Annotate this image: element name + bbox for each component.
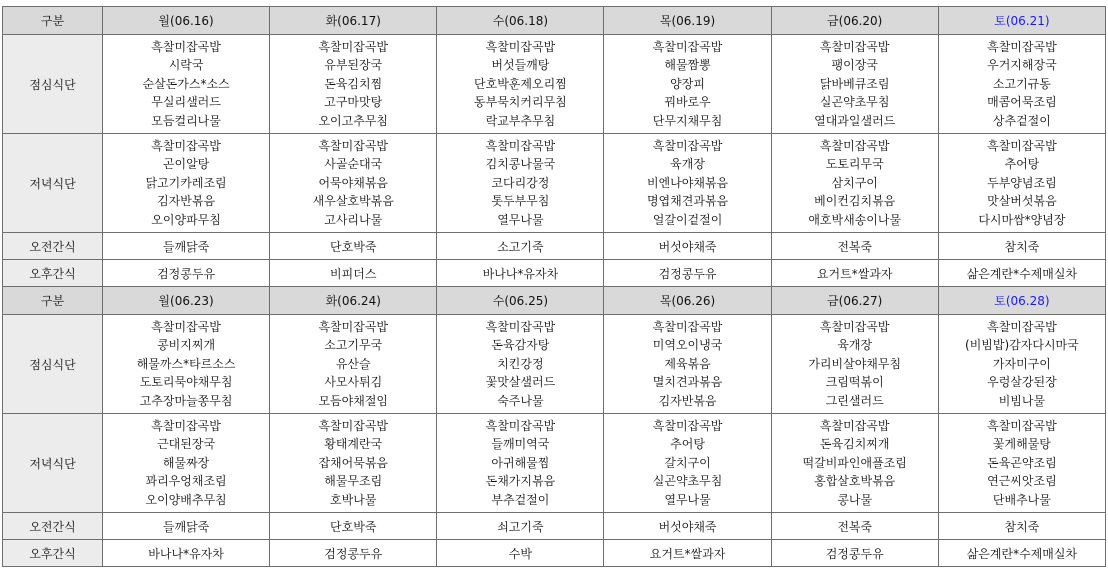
menu-item: 흑찰미잡곡밥 <box>652 138 723 153</box>
afternoon-snack-row <box>3 260 1106 287</box>
menu-item: 어묵야채볶음 <box>318 175 389 190</box>
menu-item: 돈채가지볶음 <box>485 474 556 489</box>
afternoon-snack-cell-tue: 비피더스 <box>270 260 437 287</box>
menu-item: 톳두부무침 <box>491 194 550 209</box>
menu-item: 사골순대국 <box>324 157 383 172</box>
menu-item: 콩비지찌개 <box>157 338 216 353</box>
menu-item: 돈육김치찜 <box>324 76 383 91</box>
menu-item: 베이컨김치볶음 <box>814 194 896 209</box>
lunch-cell-wed <box>437 315 604 414</box>
menu-item: 들깨미역국 <box>491 437 550 452</box>
menu-item: 흑찰미잡곡밥 <box>987 138 1057 153</box>
day-header-sat: 토(06.28) <box>938 287 1105 315</box>
afternoon-snack-label-cell: 오후간식 <box>3 260 103 287</box>
menu-item: 호박나물 <box>330 492 377 507</box>
menu-item: 돈육김치찌개 <box>819 437 890 452</box>
menu-item: 흑찰미잡곡밥 <box>652 39 723 54</box>
lunch-label-cell: 점심식단 <box>3 315 103 414</box>
menu-item: 돈육감자탕 <box>491 338 550 353</box>
menu-item: 흑찰미잡곡밥 <box>318 418 389 433</box>
week-header-row <box>3 7 1106 35</box>
menu-item: 흑찰미잡곡밥 <box>987 319 1057 334</box>
menu-item: 사모사튀김 <box>324 375 383 390</box>
menu-item: 소고기무국 <box>324 338 383 353</box>
afternoon-snack-cell-tue: 검정콩두유 <box>270 540 437 567</box>
menu-item: 꿔바로우 <box>664 95 711 110</box>
dinner-cell-fri <box>771 134 938 233</box>
menu-item: 맛살버섯볶음 <box>987 194 1057 209</box>
menu-item: 도토리묵야채무침 <box>139 375 233 390</box>
menu-item: (비빔밥)감자다시마국 <box>965 338 1079 353</box>
dinner-cell-wed <box>437 414 604 513</box>
lunch-row <box>3 35 1106 134</box>
day-header-fri: 금(06.27) <box>771 287 938 315</box>
morning-snack-row <box>3 513 1106 540</box>
afternoon-snack-cell-wed: 수박 <box>437 540 604 567</box>
menu-item: 양장피 <box>670 76 705 91</box>
menu-item: 가자미구이 <box>992 356 1051 371</box>
lunch-cell-mon <box>103 35 270 134</box>
dinner-cell-mon <box>103 134 270 233</box>
menu-item: 오이고추무침 <box>318 113 389 128</box>
menu-item: 새우살호박볶음 <box>312 194 394 209</box>
menu-item: 오이양배추무침 <box>145 492 227 507</box>
menu-item: 얼갈이겉절이 <box>652 212 723 227</box>
menu-item: 비빔나물 <box>998 393 1046 408</box>
lunch-cell-sat <box>938 315 1105 414</box>
menu-item: 애호박새송이나물 <box>808 212 902 227</box>
lunch-cell-mon <box>103 315 270 414</box>
lunch-cell-fri <box>771 315 938 414</box>
menu-item: 아귀해물찜 <box>491 455 550 470</box>
menu-item: 흑찰미잡곡밥 <box>485 319 556 334</box>
menu-item: 실곤약초무침 <box>652 474 723 489</box>
menu-item: 흑찰미잡곡밥 <box>151 418 221 433</box>
menu-item: 삼치구이 <box>831 175 878 190</box>
morning-snack-cell-sat: 참치죽 <box>938 513 1105 540</box>
day-header-thu: 목(06.19) <box>604 7 771 35</box>
menu-item: 그린샐러드 <box>825 393 884 408</box>
menu-item: 근대된장국 <box>157 437 216 452</box>
morning-snack-row <box>3 233 1106 260</box>
menu-item: 실곤약초무침 <box>819 95 890 110</box>
afternoon-snack-cell-thu: 검정콩두유 <box>604 260 771 287</box>
afternoon-snack-row <box>3 540 1106 567</box>
menu-item: 순살돈가스*소스 <box>142 76 230 91</box>
lunch-cell-wed <box>437 35 604 134</box>
menu-item: 모듬야채절임 <box>318 393 389 408</box>
lunch-cell-thu <box>604 315 771 414</box>
morning-snack-cell-fri: 전복죽 <box>771 513 938 540</box>
lunch-row <box>3 315 1106 414</box>
menu-item: 제육볶음 <box>664 356 711 371</box>
menu-item: 흑찰미잡곡밥 <box>987 418 1057 433</box>
menu-item: 팽이장국 <box>831 58 878 73</box>
menu-item: 육개장 <box>837 338 873 353</box>
menu-item: 고구마맛탕 <box>324 95 383 110</box>
menu-item: 김자반볶음 <box>157 194 216 209</box>
dinner-row <box>3 414 1106 513</box>
meal-schedule-body <box>3 7 1106 567</box>
menu-item: 모듬컬리나물 <box>151 113 221 128</box>
menu-item: 멸치견과볶음 <box>652 375 723 390</box>
menu-item: 흑찰미잡곡밥 <box>652 319 723 334</box>
day-header-tue: 화(06.24) <box>270 287 437 315</box>
day-header-fri: 금(06.20) <box>771 7 938 35</box>
menu-item: 고추장마늘쫑무침 <box>139 393 233 408</box>
morning-snack-cell-wed: 쇠고기죽 <box>437 513 604 540</box>
menu-item: 해물짜장 <box>162 455 210 470</box>
menu-item: 오이양파무침 <box>151 212 221 227</box>
afternoon-snack-cell-mon: 검정콩두유 <box>103 260 270 287</box>
morning-snack-cell-thu: 버섯야채죽 <box>604 513 771 540</box>
menu-item: 흑찰미잡곡밥 <box>819 319 890 334</box>
menu-item: 열대과일샐러드 <box>814 113 896 128</box>
lunch-label-cell: 점심식단 <box>3 35 103 134</box>
menu-item: 홍합살호박볶음 <box>814 474 896 489</box>
menu-item: 꽃게해물탕 <box>992 437 1051 452</box>
morning-snack-cell-tue: 단호박죽 <box>270 233 437 260</box>
dinner-cell-thu <box>604 134 771 233</box>
day-header-mon: 월(06.16) <box>103 7 270 35</box>
menu-item: 부추겉절이 <box>491 492 550 507</box>
menu-item: 황태계란국 <box>324 437 383 452</box>
afternoon-snack-cell-fri: 요거트*쌀과자 <box>771 260 938 287</box>
afternoon-snack-cell-sat: 삶은계란*수제매실차 <box>938 260 1105 287</box>
menu-item: 흑찰미잡곡밥 <box>318 39 389 54</box>
menu-item: 흑찰미잡곡밥 <box>819 138 890 153</box>
menu-item: 해물무조림 <box>324 474 383 489</box>
menu-item: 유부된장국 <box>324 58 383 73</box>
menu-item: 잡채어묵볶음 <box>318 455 389 470</box>
morning-snack-cell-thu: 버섯야채죽 <box>604 233 771 260</box>
day-header-wed: 수(06.25) <box>437 287 604 315</box>
menu-item: 고사리나물 <box>324 212 383 227</box>
morning-snack-label-cell: 오전간식 <box>3 233 103 260</box>
menu-item: 갈치구이 <box>664 455 711 470</box>
menu-item: 흑찰미잡곡밥 <box>151 138 221 153</box>
morning-snack-cell-wed: 소고기죽 <box>437 233 604 260</box>
menu-item: 단무지채무침 <box>652 113 723 128</box>
menu-item: 흑찰미잡곡밥 <box>318 319 389 334</box>
menu-item: 단호박훈제오리찜 <box>474 76 567 91</box>
menu-item: 닭바베큐조림 <box>819 76 890 91</box>
menu-item: 김치콩나물국 <box>485 157 556 172</box>
menu-item: 콩나물 <box>837 492 873 507</box>
day-header-tue: 화(06.17) <box>270 7 437 35</box>
dinner-row <box>3 134 1106 233</box>
menu-item: 돈육곤약조림 <box>987 455 1057 470</box>
menu-item: 흑찰미잡곡밥 <box>485 39 556 54</box>
dinner-label-cell: 저녁식단 <box>3 134 103 233</box>
menu-item: 우거지해장국 <box>987 58 1057 73</box>
lunch-cell-tue <box>270 315 437 414</box>
menu-item: 떡갈비파인애플조림 <box>802 455 907 470</box>
menu-item: 유산슬 <box>335 356 371 371</box>
menu-item: 육개장 <box>670 157 705 172</box>
menu-item: 치킨강정 <box>497 356 544 371</box>
menu-item: 흑찰미잡곡밥 <box>318 138 389 153</box>
menu-item: 흑찰미잡곡밥 <box>987 39 1057 54</box>
dinner-label-cell: 저녁식단 <box>3 414 103 513</box>
menu-item: 동부묵치커리무침 <box>474 95 567 110</box>
menu-item: 김자반볶음 <box>658 393 717 408</box>
dinner-cell-tue <box>270 414 437 513</box>
menu-item: 흑찰미잡곡밥 <box>652 418 723 433</box>
afternoon-snack-cell-wed: 바나나*유자차 <box>437 260 604 287</box>
afternoon-snack-cell-sat: 삶은계란*수제매실차 <box>938 540 1105 567</box>
menu-item: 추어탕 <box>670 437 705 452</box>
menu-item: 열무나물 <box>664 492 711 507</box>
menu-item: 해물짬뽕 <box>664 58 711 73</box>
morning-snack-label-cell: 오전간식 <box>3 513 103 540</box>
afternoon-snack-label-cell: 오후간식 <box>3 540 103 567</box>
lunch-cell-fri <box>771 35 938 134</box>
morning-snack-cell-mon: 들깨닭죽 <box>103 513 270 540</box>
menu-item: 코다리강정 <box>491 175 550 190</box>
menu-item: 버섯들깨탕 <box>491 58 550 73</box>
menu-item: 연근씨앗조림 <box>987 474 1057 489</box>
menu-item: 꽈리우엉채조림 <box>145 474 227 489</box>
menu-item: 다시마쌈*양념장 <box>978 212 1066 227</box>
menu-item: 꽃맛살샐러드 <box>485 375 556 390</box>
menu-item: 소고기규동 <box>992 76 1051 91</box>
morning-snack-cell-fri: 전복죽 <box>771 233 938 260</box>
day-header-mon: 월(06.23) <box>103 287 270 315</box>
dinner-cell-sat <box>938 134 1105 233</box>
header-label-cell: 구분 <box>3 7 103 35</box>
menu-item: 상추겉절이 <box>992 113 1051 128</box>
menu-item: 명엽채견과볶음 <box>646 194 729 209</box>
dinner-cell-fri <box>771 414 938 513</box>
dinner-cell-thu <box>604 414 771 513</box>
menu-item: 곤이알탕 <box>162 157 210 172</box>
afternoon-snack-cell-mon: 바나나*유자차 <box>103 540 270 567</box>
morning-snack-cell-sat: 참치죽 <box>938 233 1105 260</box>
menu-item: 가리비살야채무침 <box>808 356 902 371</box>
dinner-cell-mon <box>103 414 270 513</box>
menu-item: 숙주나물 <box>497 393 544 408</box>
menu-item: 흑찰미잡곡밥 <box>151 39 221 54</box>
dinner-cell-sat <box>938 414 1105 513</box>
header-label-cell: 구분 <box>3 287 103 315</box>
menu-item: 흑찰미잡곡밥 <box>485 418 556 433</box>
morning-snack-cell-tue: 단호박죽 <box>270 513 437 540</box>
menu-item: 시락국 <box>168 58 204 73</box>
menu-item: 두부양념조림 <box>987 175 1057 190</box>
menu-item: 해물까스*타르소스 <box>136 356 236 371</box>
menu-item: 흑찰미잡곡밥 <box>819 418 890 433</box>
menu-item: 추어탕 <box>1004 157 1040 172</box>
menu-item: 단배추나물 <box>992 492 1051 507</box>
dinner-cell-wed <box>437 134 604 233</box>
menu-item: 열무나물 <box>497 212 544 227</box>
menu-item: 매콤어묵조림 <box>987 95 1057 110</box>
menu-item: 흑찰미잡곡밥 <box>151 319 221 334</box>
meal-schedule-table <box>2 6 1106 567</box>
menu-item: 비엔나야채볶음 <box>646 175 729 190</box>
afternoon-snack-cell-fri: 검정콩두유 <box>771 540 938 567</box>
menu-item: 크림떡볶이 <box>825 375 884 390</box>
menu-item: 락교부추무침 <box>485 113 556 128</box>
lunch-cell-thu <box>604 35 771 134</box>
dinner-cell-tue <box>270 134 437 233</box>
menu-item: 흑찰미잡곡밥 <box>819 39 890 54</box>
menu-item: 닭고기카레조림 <box>145 175 227 190</box>
menu-item: 도토리무국 <box>825 157 884 172</box>
lunch-cell-tue <box>270 35 437 134</box>
lunch-cell-sat <box>938 35 1105 134</box>
day-header-wed: 수(06.18) <box>437 7 604 35</box>
afternoon-snack-cell-thu: 요거트*쌀과자 <box>604 540 771 567</box>
week-header-row <box>3 287 1106 315</box>
day-header-thu: 목(06.26) <box>604 287 771 315</box>
menu-item: 우렁살강된장 <box>987 375 1057 390</box>
menu-item: 미역오이냉국 <box>652 338 723 353</box>
menu-item: 무실리샐러드 <box>151 95 221 110</box>
morning-snack-cell-mon: 들깨닭죽 <box>103 233 270 260</box>
menu-item: 흑찰미잡곡밥 <box>485 138 556 153</box>
day-header-sat: 토(06.21) <box>938 7 1105 35</box>
